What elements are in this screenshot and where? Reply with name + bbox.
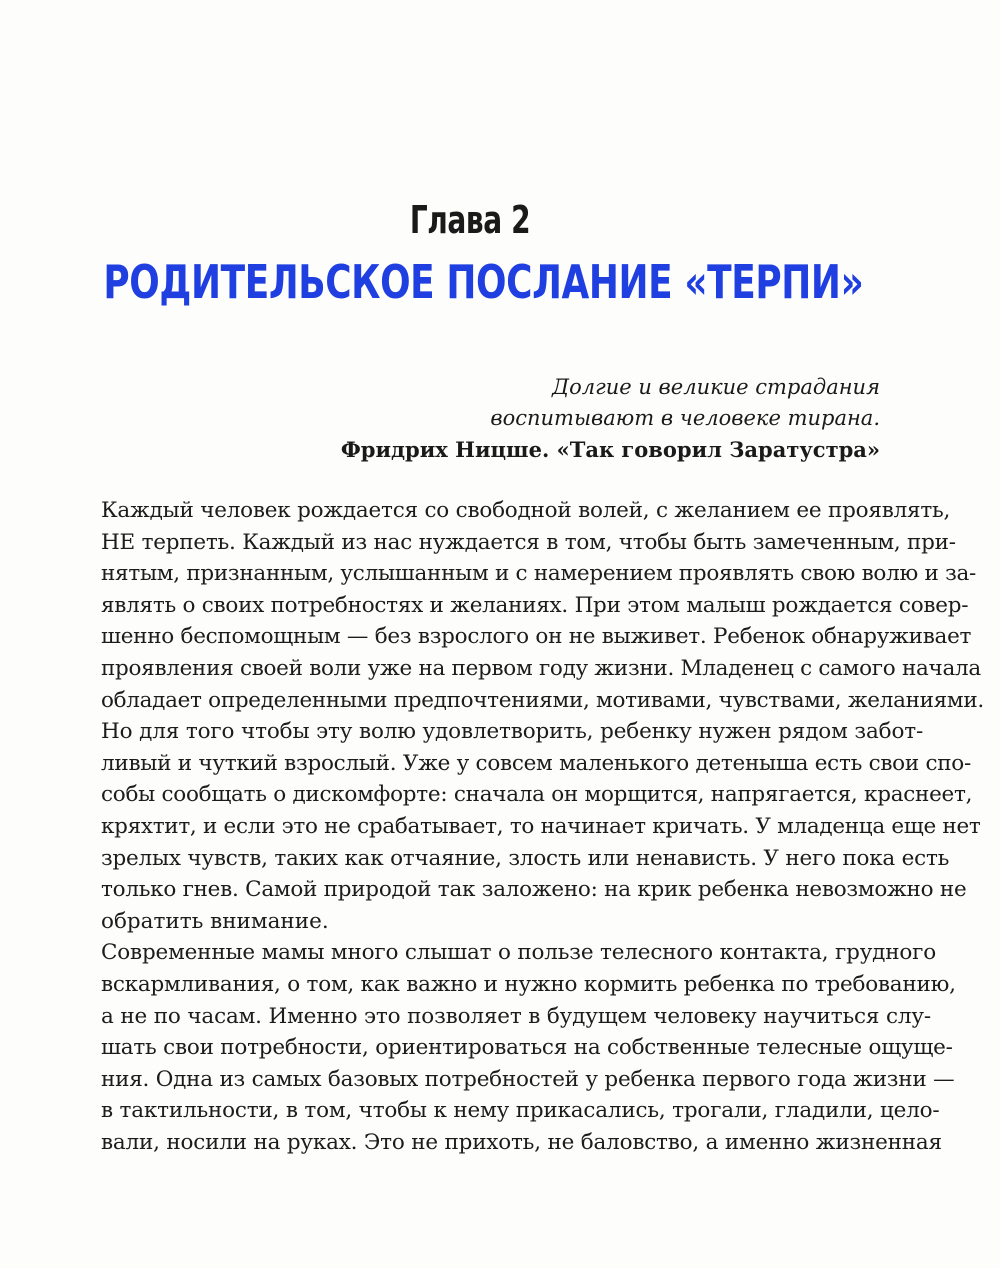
text-line: Но для того чтобы эту волю удовлетворить, ребенку нужен рядом забот- xyxy=(101,719,924,745)
text-line: а не по часам. Именно это позволяет в будущем человеку научиться слу- xyxy=(101,1003,931,1029)
text-line: нятым, признанным, услышанным и с намерением проявлять свою волю и за- xyxy=(101,561,977,587)
text-line: НЕ терпеть. Каждый из нас нуждается в том, чтобы быть замеченным, при- xyxy=(101,529,956,555)
text-line: являть о своих потребностях и желаниях. При этом малыш рождается совер- xyxy=(101,592,969,618)
text-line: обладает определенными предпочтениями, мотивами, чувствами, желаниями. xyxy=(101,687,984,713)
text-line: только гнев. Самой природой так заложено: на крик ребенка невозможно не xyxy=(101,877,967,903)
text-line: собы сообщать о дискомфорте: сначала он морщится, напрягается, краснеет, xyxy=(101,782,973,808)
text-line: вскармливания, о том, как важно и нужно кормить ребенка по требованию, xyxy=(101,971,956,997)
text-line: шать свои потребности, ориентироваться на собственные телесные ощуще- xyxy=(101,1035,953,1061)
epigraph-line: воспитывают в человеке тирана. xyxy=(490,406,880,430)
chapter-title: РОДИТЕЛЬСКОЕ ПОСЛАНИЕ «ТЕРПИ» xyxy=(103,255,864,309)
body-text xyxy=(65,495,984,1158)
text-line: обратить внимание. xyxy=(101,908,329,934)
text-line: зрелых чувств, таких как отчаяние, злость или ненависть. У него пока есть xyxy=(101,845,950,871)
text-line: ния. Одна из самых базовых потребностей у ребенка первого года жизни — xyxy=(101,1066,955,1092)
text-line: ливый и чуткий взрослый. Уже у совсем маленького детеныша есть свои спо- xyxy=(101,750,971,776)
epigraph-attribution: Фридрих Ницше. «Так говорил Заратустра» xyxy=(340,437,880,462)
epigraph-line: Долгие и великие страдания xyxy=(552,375,880,399)
text-line: шенно беспомощным — без взрослого он не выживет. Ребенок обнаруживает xyxy=(101,624,972,650)
text-line: Современные мамы много слышат о пользе телесного контакта, грудного xyxy=(101,940,936,966)
text-line: в тактильности, в том, чтобы к нему прикасались, трогали, гладили, цело- xyxy=(101,1098,940,1124)
text-line: кряхтит, и если это не срабатывает, то начинает кричать. У младенца еще нет xyxy=(101,813,981,839)
epigraph xyxy=(280,372,880,465)
text-line: Каждый человек рождается со свободной волей, с желанием ее проявлять, xyxy=(101,498,951,523)
chapter-number: Глава 2 xyxy=(409,198,531,242)
paragraph xyxy=(65,716,981,937)
text-line: проявления своей воли уже на первом году жизни. Младенец с самого начала xyxy=(101,655,981,681)
paragraph xyxy=(65,937,956,1158)
text-line: вали, носили на руках. Это не прихоть, не баловство, а именно жизненная xyxy=(101,1129,942,1155)
paragraph xyxy=(65,495,984,716)
